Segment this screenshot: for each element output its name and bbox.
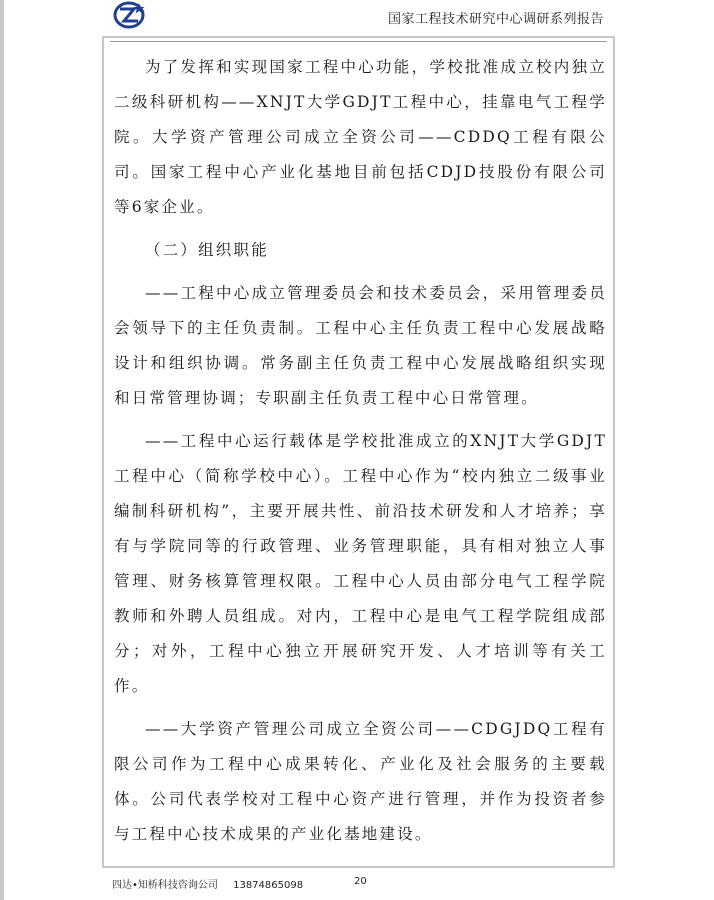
page-number: 20: [354, 876, 367, 887]
report-series-title: 国家工程技术研究中心调研系列报告: [387, 12, 604, 27]
paragraph-management: ——工程中心成立管理委员会和技术委员会，采用管理委员会领导下的主任负责制。工程中心主任负责工程中心发展战略设计和组织协调。常务副主任负责工程中心发展战略组织实现和日常管理协调；专职副主任负责工程中心日常管理。: [114, 284, 607, 407]
footer-company: 四达•知桥科技咨询公司: [112, 880, 218, 891]
paragraph-operation-carrier: ——工程中心运行载体是学校批准成立的XNJT大学GDJT工程中心（简称学校中心）。工程中心作为“校内独立二级事业编制科研机构”，主要开展共性、前沿技术研发和人才培养；享有与学院同等的行政管理、业务管理职能，具有相对独立人事管理、财务核算管理权限。工程中心人员由部分电气工程学院教师和外聘人员组成。对内，工程中心是电气工程学院组成部分；对外，工程中心独立开展研究开发、人才培训等有关工作。: [114, 432, 607, 695]
page-footer: [112, 876, 367, 891]
paragraph-asset-company: ——大学资产管理公司成立全资公司——CDGJDQ工程有限公司作为工程中心成果转化、产业化及社会服务的主要载体。公司代表学校对工程中心资产进行管理，并作为投资者参与工程中心技术成果的产业化基地建设。: [114, 720, 607, 843]
school-logo-icon: [112, 0, 146, 30]
document-body: [114, 50, 607, 868]
paragraph-industrial-base: [114, 860, 607, 868]
paragraph-intro: 为了发挥和实现国家工程中心功能，学校批准成立校内独立二级科研机构——XNJT大学GDJT工程中心，挂靠电气工程学院。大学资产管理公司成立全资公司——CDDQ工程有限公司。国家工程中心产业化基地目前包括CDJD技股份有限公司等6家企业。: [114, 58, 607, 216]
section-heading-organization: （二）组织职能: [145, 241, 269, 259]
left-margin-bar: [0, 0, 4, 900]
content-frame: [102, 36, 615, 868]
footer-phone: 13874865098: [233, 880, 304, 891]
